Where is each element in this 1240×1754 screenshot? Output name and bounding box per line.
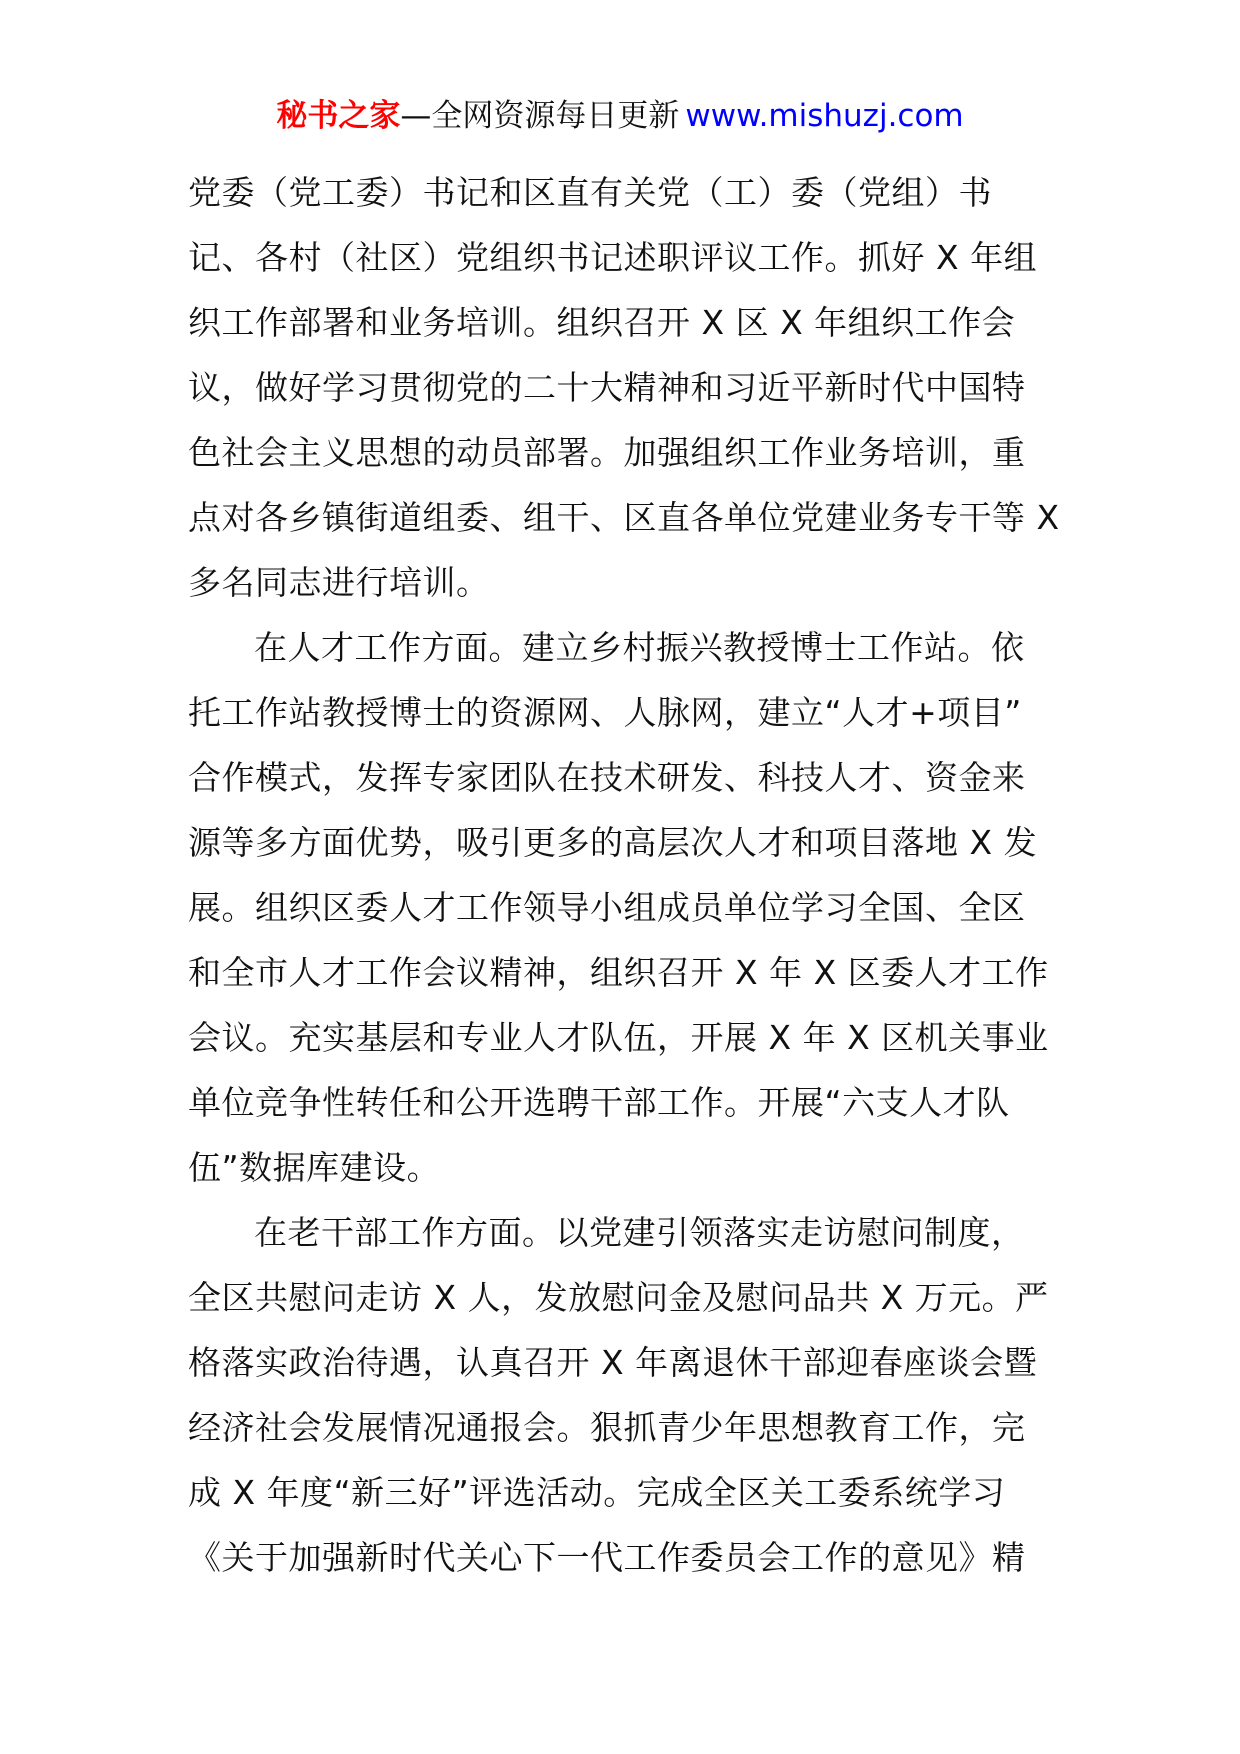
text-line: 会议。充实基层和专业人才队伍，开展 X 年 X 区机关事业 [188,1018,1049,1057]
text-line: 格落实政治待遇，认真召开 X 年离退休干部迎春座谈会暨 [188,1343,1038,1382]
text-line: 成 X 年度“新三好”评选活动。完成全区关工委系统学习 [188,1473,1006,1512]
text-line: 点对各乡镇街道组委、组干、区直各单位党建业务专干等 X [188,498,1060,537]
text-line: 展。组织区委人才工作领导小组成员单位学习全国、全区 [188,888,1026,927]
text-line: 合作模式，发挥专家团队在技术研发、科技人才、资金来 [188,758,1026,797]
text-line: 织工作部署和业务培训。组织召开 X 区 X 年组织工作会 [188,303,1016,342]
text-line: 多名同志进行培训。 [188,563,490,602]
page-header [0,96,1240,136]
text-line: 单位竞争性转任和公开选聘干部工作。开展“六支人才队 [188,1083,1010,1122]
text-line: 全区共慰问走访 X 人，发放慰问金及慰问品共 X 万元。严 [188,1278,1049,1317]
text-line: 经济社会发展情况通报会。狠抓青少年思想教育工作，完 [188,1408,1026,1447]
brand-name: 秘书之家 [276,98,401,134]
text-line: 记、各村（社区）党组织书记述职评议工作。抓好 X 年组 [188,238,1038,277]
header-tagline: —全网资源每日更新 [400,98,680,134]
text-line: 伍”数据库建设。 [188,1148,441,1187]
document-body [188,160,1060,1590]
text-line: 和全市人才工作会议精神，组织召开 X 年 X 区委人才工作 [188,953,1049,992]
paragraph-start-talent: 在人才工作方面。建立乡村振兴教授博士工作站。依 [254,628,1025,667]
text-line: 议，做好学习贯彻党的二十大精神和习近平新时代中国特 [188,368,1026,407]
text-line: 色社会主义思想的动员部署。加强组织工作业务培训，重 [188,433,1026,472]
text-line: 《关于加强新时代关心下一代工作委员会工作的意见》精 [188,1538,1026,1577]
text-line: 托工作站教授博士的资源网、人脉网，建立“人才+项目” [188,693,1022,732]
site-url-link[interactable]: www.mishuzj.com [685,98,964,134]
text-line: 源等多方面优势，吸引更多的高层次人才和项目落地 X 发 [188,823,1038,862]
text-line: 党委（党工委）书记和区直有关党（工）委（党组）书 [188,173,992,212]
paragraph-start-veteran-cadres: 在老干部工作方面。以党建引领落实走访慰问制度， [254,1213,1025,1252]
